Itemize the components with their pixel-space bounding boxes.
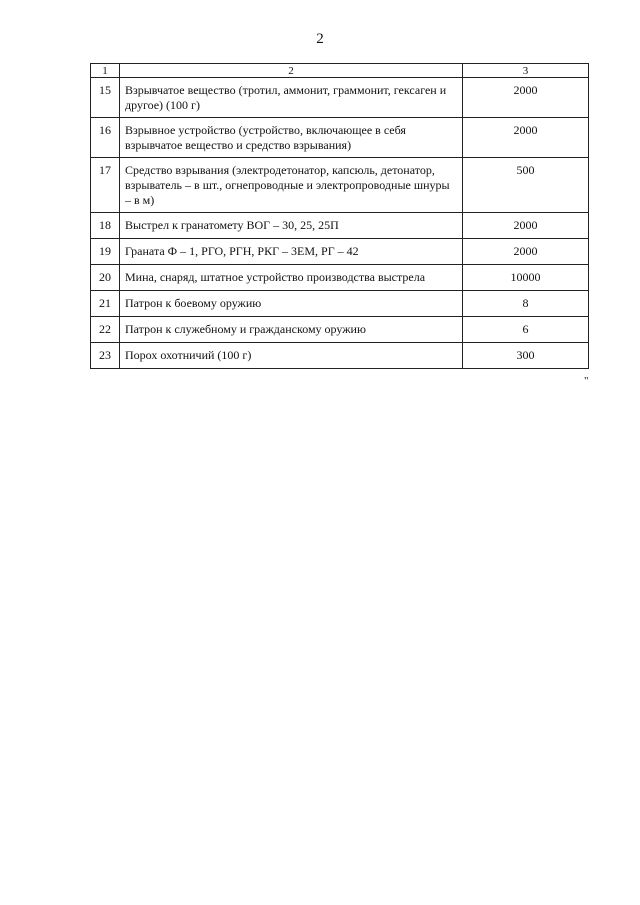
table-row	[91, 239, 589, 265]
table-row	[91, 213, 589, 239]
row-number: 22	[91, 317, 120, 343]
column-header-3: 3	[463, 64, 589, 78]
table-row	[91, 118, 589, 158]
row-quantity: 6	[463, 317, 589, 343]
row-quantity: 2000	[463, 239, 589, 265]
row-number: 23	[91, 343, 120, 369]
row-item-name: Граната Ф – 1, РГО, РГН, РКГ – 3ЕМ, РГ – 42	[120, 239, 463, 265]
table-row	[91, 291, 589, 317]
row-number: 16	[91, 118, 120, 158]
table-row	[91, 158, 589, 213]
row-quantity: 2000	[463, 118, 589, 158]
column-header-1: 1	[91, 64, 120, 78]
table-row	[91, 317, 589, 343]
row-item-name: Мина, снаряд, штатное устройство производства выстрела	[120, 265, 463, 291]
row-number: 21	[91, 291, 120, 317]
table-row	[91, 265, 589, 291]
row-item-name: Средство взрывания (электродетонатор, капсюль, детонатор, взрыватель – в шт., огнепроводные и электропроводные шнуры – в м)	[120, 158, 463, 213]
row-item-name: Патрон к служебному и гражданскому оружию	[120, 317, 463, 343]
row-quantity: 500	[463, 158, 589, 213]
page-number: 2	[316, 31, 324, 47]
row-item-name: Взрывное устройство (устройство, включающее в себя взрывчатое вещество и средство взрывания)	[120, 118, 463, 158]
row-quantity: 2000	[463, 78, 589, 118]
row-number: 19	[91, 239, 120, 265]
row-number: 15	[91, 78, 120, 118]
row-quantity: 2000	[463, 213, 589, 239]
row-item-name: Патрон к боевому оружию	[120, 291, 463, 317]
column-header-2: 2	[120, 64, 463, 78]
row-number: 17	[91, 158, 120, 213]
items-table	[90, 63, 589, 369]
row-item-name: Взрывчатое вещество (тротил, аммонит, граммонит, гексаген и другое) (100 г)	[120, 78, 463, 118]
row-quantity: 300	[463, 343, 589, 369]
row-item-name: Порох охотничий (100 г)	[120, 343, 463, 369]
table-row	[91, 343, 589, 369]
closing-quote-mark: "	[584, 375, 589, 387]
row-number: 18	[91, 213, 120, 239]
row-number: 20	[91, 265, 120, 291]
row-item-name: Выстрел к гранатомету ВОГ – 30, 25, 25П	[120, 213, 463, 239]
table-row	[91, 78, 589, 118]
row-quantity: 8	[463, 291, 589, 317]
table-header-row	[91, 64, 589, 78]
row-quantity: 10000	[463, 265, 589, 291]
